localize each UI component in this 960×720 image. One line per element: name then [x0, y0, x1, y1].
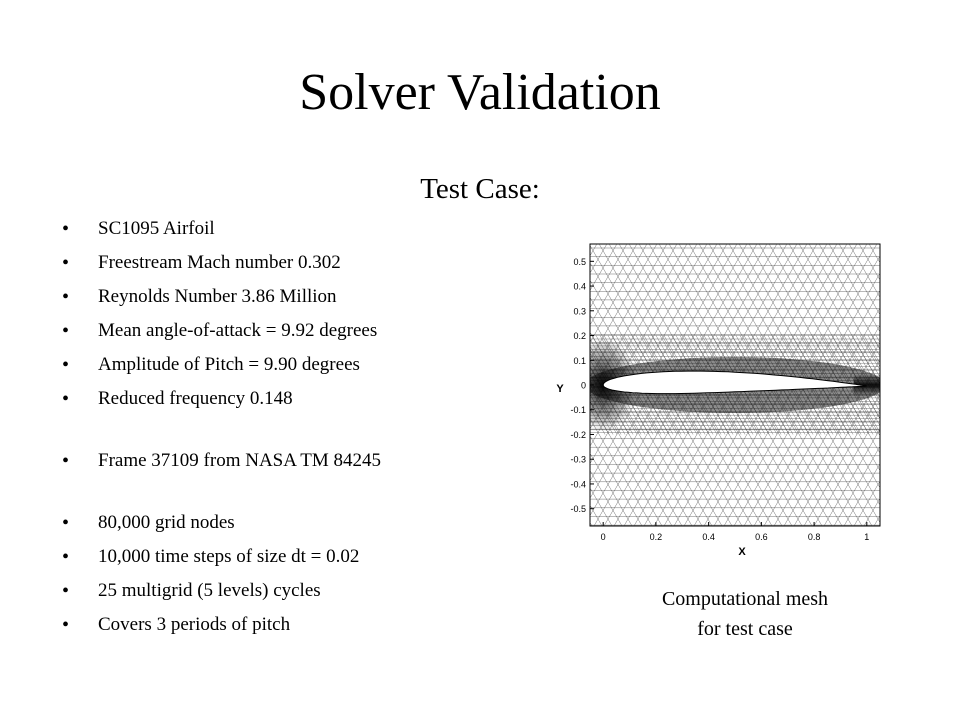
test-case-heading: Test Case:: [420, 173, 540, 205]
bullet-item: [62, 314, 532, 348]
bullet-text: SC1095 Airfoil: [98, 218, 215, 239]
mesh-plot: [548, 242, 908, 562]
bullet-item: [62, 574, 532, 608]
bullet-dot-icon: •: [62, 580, 70, 602]
bullet-item: [62, 444, 532, 478]
bullet-dot-icon: •: [62, 252, 70, 274]
y-tick-label: 0: [580, 380, 586, 391]
bullet-text: 10,000 time steps of size dt = 0.02: [98, 546, 360, 567]
bullet-text: 25 multigrid (5 levels) cycles: [98, 580, 321, 601]
x-tick-label: 0.2: [649, 532, 663, 542]
bullet-dot-icon: •: [62, 354, 70, 376]
x-tick-label: 0: [600, 532, 606, 542]
bullet-item: [62, 246, 532, 280]
bullet-text: Freestream Mach number 0.302: [98, 252, 341, 273]
y-tick-label: 0.3: [573, 306, 586, 317]
bullet-text: Amplitude of Pitch = 9.90 degrees: [98, 354, 360, 375]
bullet-dot-icon: •: [62, 614, 70, 636]
test-case-bullet-list: [62, 212, 532, 642]
bullet-text: Reynolds Number 3.86 Million: [98, 286, 337, 307]
bullet-item: [62, 212, 532, 246]
y-tick-label: -0.3: [570, 454, 586, 465]
bullet-item: [62, 540, 532, 574]
bullet-text: Reduced frequency 0.148: [98, 388, 293, 409]
bullet-dot-icon: •: [62, 218, 70, 240]
x-axis-label: X: [738, 546, 746, 558]
bullet-dot-icon: •: [62, 546, 70, 568]
bullet-text: Mean angle-of-attack = 9.92 degrees: [98, 320, 378, 341]
y-tick-label: 0.1: [573, 355, 586, 366]
bullet-item: [62, 348, 532, 382]
bullet-dot-icon: •: [62, 512, 70, 534]
y-tick-label: -0.1: [570, 405, 586, 416]
y-axis-label: Y: [556, 383, 564, 395]
y-tick-label: 0.2: [573, 331, 586, 342]
caption-line: for test case: [697, 618, 793, 640]
bullet-dot-icon: •: [62, 320, 70, 342]
x-tick-label: 0.6: [755, 532, 768, 542]
x-tick-label: 0.8: [807, 532, 821, 542]
y-tick-label: -0.4: [570, 479, 586, 490]
y-tick-label: -0.5: [570, 504, 586, 515]
bullet-item: [62, 382, 532, 416]
bullet-dot-icon: •: [62, 286, 70, 308]
bullet-dot-icon: •: [62, 450, 70, 472]
caption-line: Computational mesh: [661, 588, 829, 610]
y-tick-label: -0.2: [570, 429, 586, 440]
bullet-item: [62, 280, 532, 314]
x-tick-label: 1: [864, 532, 870, 542]
y-tick-label: 0.5: [573, 256, 586, 267]
figure-caption: [600, 584, 890, 644]
bullet-text: Frame 37109 from NASA TM 84245: [98, 450, 382, 471]
bullet-item: [62, 506, 532, 540]
bullet-text: Covers 3 periods of pitch: [98, 614, 291, 635]
bullet-dot-icon: •: [62, 388, 70, 410]
slide-title: Solver Validation: [299, 64, 661, 121]
y-tick-label: 0.4: [573, 281, 586, 292]
bullet-text: 80,000 grid nodes: [98, 512, 235, 533]
mesh-figure: [548, 242, 908, 562]
bullet-item: [62, 608, 532, 642]
x-tick-label: 0.4: [702, 532, 715, 542]
